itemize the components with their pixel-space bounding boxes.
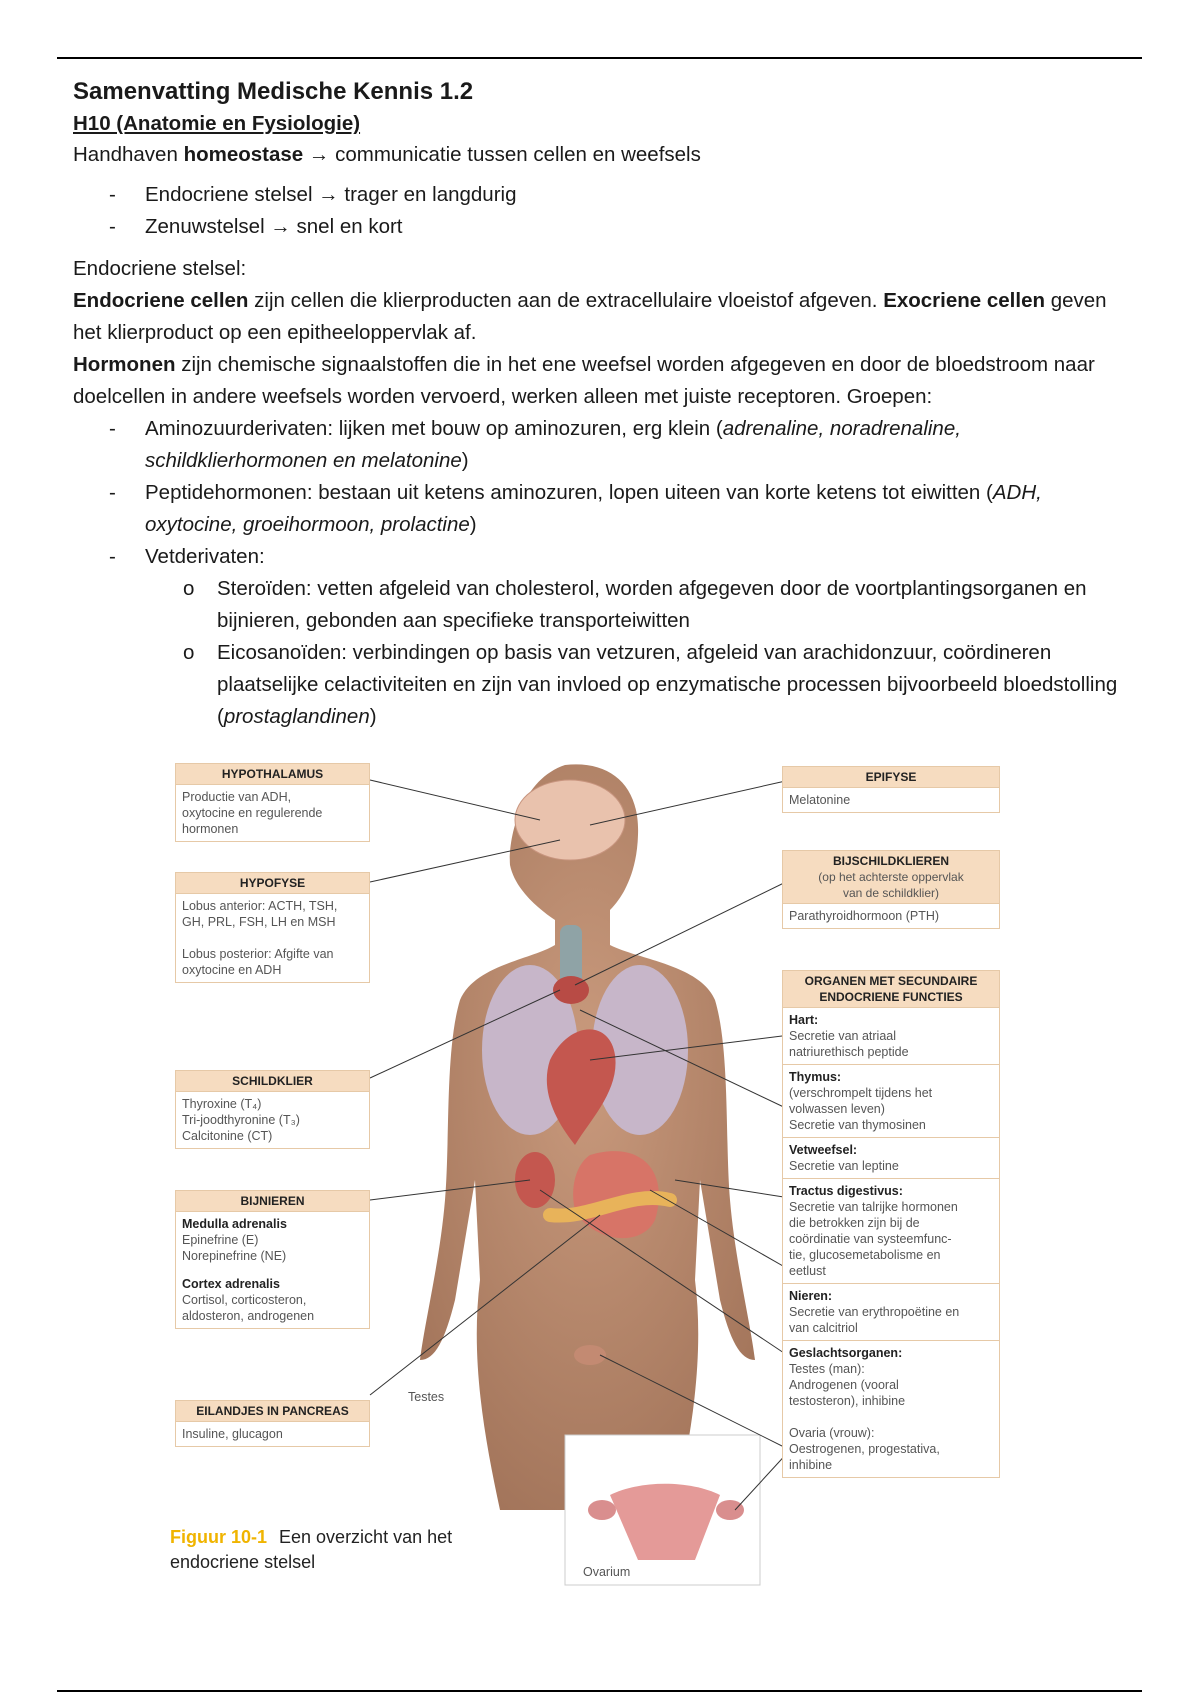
intro-line: Handhaven homeostase → communicatie tussen cellen en weefsels <box>73 143 701 166</box>
label-bijschildklieren: BIJSCHILDKLIEREN (op het achterste oppervlak van de schildklier) Parathyroidhormoon (PTH) <box>782 850 1000 929</box>
fat-derivatives-list <box>145 573 1138 733</box>
brain <box>515 780 625 860</box>
label-organen: ORGANEN MET SECUNDAIRE ENDOCRIENE FUNCTIES Hart: Secretie van atriaal natriurethisch peptide Thymus: (verschrompelt tijdens het volwassen leven) Secretie van thymosinen Vetweefsel: Secretie van leptine Tractus digestivus: Secretie van talrijke hormonen die betrokken zijn bij de coördinatie van systeemfunc- tie, glucosemetabolisme en eetlust Nieren: Secretie van erythropoëtine en van calcitriol Geslachtsorganen: Testes (man): Androgenen (vooral testosteron), inhibine Ovaria (vrouw): Oestrogenen, progestativa, inhibine <box>782 970 1000 1478</box>
organ-gonads: Geslachtsorganen: Testes (man): Androgenen (vooral testosteron), inhibine Ovaria (vrouw): Oestrogenen, progestativa, inhibine <box>789 1346 940 1472</box>
organ-heart: Hart: Secretie van atriaal natriurethisch peptide <box>783 1008 999 1065</box>
thyroid <box>553 976 589 1004</box>
figure-caption: Figuur 10-1 Een overzicht van het endocriene stelsel <box>170 1527 453 1572</box>
list-item: o Eicosanoïden: verbindingen op basis van vetzuren, afgeleid van arachidonzuur, coördineren plaatselijke celactiviteiten en zijn van invloed op enzymatische processen bijvoorbeeld bloedstolling (prostaglandinen) <box>145 637 1138 733</box>
organ-kidneys: Nieren: Secretie van erythropoëtine en van calcitriol <box>783 1284 999 1341</box>
label-epifyse: EPIFYSE Melatonine <box>782 766 1000 813</box>
definition-cells: Endocriene cellen zijn cellen die klierproducten aan de extracellulaire vloeistof afgeven. Exocriene cellen geven het klierproduct op een epitheeloppervlak af. <box>73 289 1107 344</box>
list-item: o Steroïden: vetten afgeleid van cholesterol, worden afgegeven door de voortplantingsorganen en bijnieren, gebonden aan specifieke transporteiwitten <box>145 573 1138 637</box>
hormone-groups <box>73 413 1138 733</box>
label-hypothalamus: HYPOTHALAMUS Productie van ADH, oxytocine en regulerende hormonen <box>175 763 370 842</box>
ovary-right <box>716 1500 744 1520</box>
top-rule <box>57 57 1142 59</box>
testes-tag: Testes <box>408 1390 445 1404</box>
label-schildklier: SCHILDKLIER Thyroxine (T₄) Tri-joodthyronine (T₃) Calcitonine (CT) <box>175 1070 370 1149</box>
label-hypofyse: HYPOFYSE Lobus anterior: ACTH, TSH, GH, PRL, FSH, LH en MSH Lobus posterior: Afgifte van oxytocine en ADH <box>175 872 370 983</box>
organ-fat: Vetweefsel: Secretie van leptine <box>783 1138 999 1179</box>
list-item: - Zenuwstelsel → snel en kort <box>73 211 1138 243</box>
systems-list <box>73 179 1138 243</box>
endocrine-heading: Endocriene stelsel: <box>73 257 247 280</box>
organ-digestive: Tractus digestivus: Secretie van talrijke hormonen die betrokken zijn bij de coördinatie van systeemfunc- tie, glucosemetabolisme en eetlust <box>783 1179 999 1284</box>
kidney <box>515 1152 555 1208</box>
organ-thymus: Thymus: (verschrompelt tijdens het volwassen leven) Secretie van thymosinen <box>783 1065 999 1138</box>
bottom-rule <box>57 1690 1142 1692</box>
list-item: - Endocriene stelsel → trager en langdurig <box>73 179 1138 211</box>
testes <box>574 1345 606 1365</box>
list-item: - Peptidehormonen: bestaan uit ketens aminozuren, lopen uiteen van korte ketens tot eiwitten (ADH, oxytocine, groeihormoon, prolactine) <box>73 477 1138 541</box>
definition-hormones: Hormonen zijn chemische signaalstoffen die in het ene weefsel worden afgegeven en door de bloedstroom naar doelcellen in andere weefsels worden vervoerd, werken alleen met juiste receptoren. Groepen: <box>73 353 1095 408</box>
ovarium-tag: Ovarium <box>583 1565 631 1579</box>
document-body <box>73 75 1138 743</box>
endocrine-figure <box>170 760 1010 1595</box>
document-title: Samenvatting Medische Kennis 1.2 <box>73 78 474 105</box>
ovary-left <box>588 1500 616 1520</box>
chapter-heading: H10 (Anatomie en Fysiologie) <box>73 112 361 135</box>
label-bijnieren: BIJNIEREN Medulla adrenalis Epinefrine (E) Norepinefrine (NE) Cortex adrenalis Cortisol, corticosteron, aldosteron, androgenen <box>175 1190 370 1329</box>
list-item: - Vetderivaten: o Steroïden: vetten afgeleid van cholesterol, worden afgegeven door de voortplantingsorganen en bijnieren, gebonden aan specifieke transporteiwitten o Eicosanoïden: verbindingen op basis van vetzuren, afgeleid van arachidonzuur, coördineren plaatselijke celactiviteiten en zijn van invloed op enzymatische processen bijvoorbeeld bloedstolling (prostaglandinen) <box>73 541 1138 733</box>
list-item: - Aminozuurderivaten: lijken met bouw op aminozuren, erg klein (adrenaline, noradrenaline, schildklierhormonen en melatonine) <box>73 413 1138 477</box>
body-silhouette <box>420 764 755 1510</box>
label-pancreas: EILANDJES IN PANCREAS Insuline, glucagon <box>175 1400 370 1447</box>
